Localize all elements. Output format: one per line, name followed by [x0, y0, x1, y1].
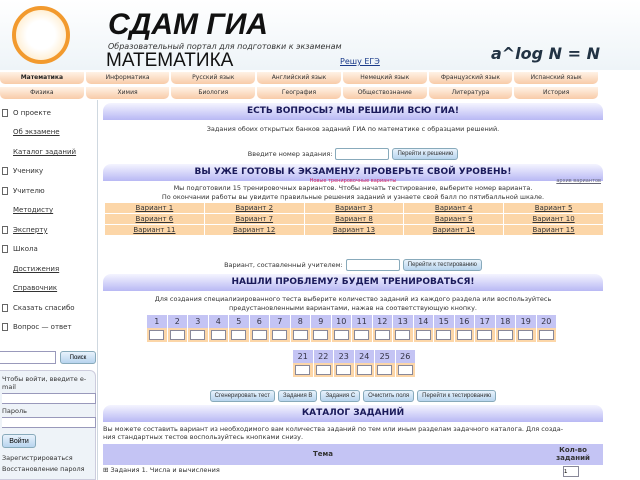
task-number: 7	[270, 315, 290, 328]
task-count-input[interactable]	[416, 330, 431, 340]
task-column	[291, 315, 311, 342]
count-box	[314, 363, 334, 377]
task-number: 23	[334, 350, 354, 363]
task-count-input[interactable]	[272, 330, 287, 340]
training-button[interactable]: Сгенерировать тест	[210, 390, 275, 402]
task-count-grid-1	[147, 315, 556, 342]
task-count-input[interactable]	[436, 330, 451, 340]
task-number: 22	[314, 350, 334, 363]
task-column	[396, 350, 416, 377]
sidebar-item-label[interactable]: Вопрос — ответ	[13, 323, 72, 332]
task-count-input[interactable]	[336, 365, 351, 375]
email-field[interactable]	[2, 393, 96, 404]
catalog-row[interactable]	[103, 466, 603, 478]
header-illustration: a^log N = N	[490, 44, 600, 63]
section-text: Задания обоих открытых банков заданий ГИА по математике с образцами решений.	[206, 125, 500, 133]
variants-text-1: Мы подготовили 15 тренировочных вариантов. Чтобы начать тестирование, выберите номер варианта.	[173, 184, 533, 192]
task-column	[168, 315, 188, 342]
task-number: 24	[355, 350, 375, 363]
task-column	[229, 315, 249, 342]
variant-link[interactable]: Вариант 10	[504, 214, 603, 224]
variant-link[interactable]: Вариант 4	[404, 203, 503, 213]
sidebar-item-label[interactable]: Каталог заданий	[13, 147, 77, 156]
count-box	[516, 328, 536, 342]
sidebar-item[interactable]	[0, 279, 97, 299]
count-box	[270, 328, 290, 342]
task-column	[293, 350, 313, 377]
nav-tab[interactable]: Обществознание	[343, 87, 427, 99]
task-count-input[interactable]	[190, 330, 205, 340]
count-box	[291, 328, 311, 342]
sidebar-item-label[interactable]: Учителю	[13, 186, 45, 195]
task-number: 10	[332, 315, 352, 328]
nav-tab[interactable]: Математика	[0, 72, 84, 84]
checkbox-icon	[2, 323, 8, 331]
training-text-2: предустановленными вариантами, нажав на соответствующую кнопку.	[229, 304, 477, 312]
subject-nav-row-1	[0, 72, 600, 84]
sidebar-item[interactable]	[0, 240, 97, 260]
catalog-text-2: ния стандартных тестов воспользуйтесь кнопками снизу.	[103, 433, 304, 441]
variant-link[interactable]: Вариант 8	[305, 214, 404, 224]
sidebar-item[interactable]	[0, 103, 97, 123]
login-button[interactable]: Войти	[2, 434, 36, 448]
variant-link[interactable]: Вариант 13	[305, 225, 404, 235]
task-count-input[interactable]	[354, 330, 369, 340]
task-number: 12	[373, 315, 393, 328]
sidebar-item[interactable]	[0, 201, 97, 221]
task-number: 21	[293, 350, 313, 363]
task-column	[188, 315, 208, 342]
section-header-questions: ЕСТЬ ВОПРОСЫ? МЫ РЕШИЛИ ВСЮ ГИА!	[103, 103, 603, 120]
sidebar-item[interactable]	[0, 142, 97, 162]
sidebar-item-label[interactable]: Достижения	[13, 264, 60, 273]
sidebar-item-label[interactable]: Методисту	[13, 206, 54, 215]
count-box	[334, 363, 354, 377]
task-count-input[interactable]	[539, 330, 554, 340]
task-column	[209, 315, 229, 342]
task-column	[375, 350, 395, 377]
nav-tab[interactable]: Испанский язык	[514, 72, 598, 84]
task-column	[393, 315, 413, 342]
sidebar-item-label[interactable]: Эксперту	[13, 225, 48, 234]
task-column	[311, 315, 331, 342]
task-number: 6	[250, 315, 270, 328]
task-count-input[interactable]	[295, 365, 310, 375]
task-number: 9	[311, 315, 331, 328]
training-button[interactable]: Задания B	[278, 390, 317, 402]
new-variants-note[interactable]: Новые тренировочные варианты	[309, 178, 397, 184]
task-number: 8	[291, 315, 311, 328]
task-number: 13	[393, 315, 413, 328]
task-number: 2	[168, 315, 188, 328]
catalog-topic[interactable]: ⊞ Задания 1. Числа и вычисления	[103, 466, 220, 474]
count-box	[293, 363, 313, 377]
task-number: 3	[188, 315, 208, 328]
sidebar-item-label[interactable]: Ученику	[13, 167, 44, 176]
task-number: 26	[396, 350, 416, 363]
variant-link[interactable]: Вариант 11	[105, 225, 204, 235]
login-form	[0, 370, 96, 480]
nav-tab[interactable]: География	[257, 87, 341, 99]
site-logo[interactable]	[12, 6, 70, 64]
task-number: 17	[475, 315, 495, 328]
training-button[interactable]: Задания C	[320, 390, 360, 402]
task-count-input[interactable]	[313, 330, 328, 340]
training-text-1: Для создания специализированного теста выберите количество заданий из каждого раздела или воспользуйтесь	[154, 295, 552, 303]
task-count-input[interactable]	[149, 330, 164, 340]
task-column	[455, 315, 475, 342]
task-number: 25	[375, 350, 395, 363]
variant-link[interactable]: Вариант 7	[205, 214, 304, 224]
count-box	[250, 328, 270, 342]
nav-tab[interactable]: Физика	[0, 87, 84, 99]
count-box	[168, 328, 188, 342]
ege-link[interactable]: Решу ЕГЭ	[340, 57, 380, 66]
variant-link[interactable]: Вариант 5	[504, 203, 603, 213]
count-box	[188, 328, 208, 342]
variant-link[interactable]: Вариант 14	[404, 225, 503, 235]
password-field[interactable]	[2, 417, 96, 428]
variant-link[interactable]: Вариант 1	[105, 203, 204, 213]
task-column	[334, 350, 354, 377]
count-box	[352, 328, 372, 342]
search-button[interactable]: Поиск	[60, 351, 96, 364]
site-title: СДАМ ГИА	[108, 8, 268, 41]
count-box	[396, 363, 416, 377]
task-number: 11	[352, 315, 372, 328]
sidebar-item-label[interactable]: Школа	[13, 245, 38, 254]
task-count-input[interactable]	[316, 365, 331, 375]
count-box	[311, 328, 331, 342]
task-column	[355, 350, 375, 377]
catalog-text	[103, 425, 603, 441]
sidebar-item[interactable]	[0, 181, 97, 201]
sidebar-item-label[interactable]: Справочник	[13, 284, 58, 293]
task-count-input[interactable]	[334, 330, 349, 340]
nav-tab[interactable]: Литература	[429, 87, 513, 99]
task-column	[516, 315, 536, 342]
task-number: 19	[516, 315, 536, 328]
catalog-table-header	[103, 444, 603, 465]
catalog-count-input[interactable]	[563, 466, 579, 477]
nav-tab[interactable]: Биология	[171, 87, 255, 99]
nav-tab[interactable]: Французский язык	[429, 72, 513, 84]
nav-tab[interactable]: Информатика	[86, 72, 170, 84]
task-column	[147, 315, 167, 342]
task-number: 14	[414, 315, 434, 328]
training-button[interactable]: Очистить поля	[363, 390, 414, 402]
variants-table	[105, 203, 603, 235]
task-count-grid-2	[293, 350, 415, 377]
task-count-input[interactable]	[252, 330, 267, 340]
count-box	[209, 328, 229, 342]
count-box	[229, 328, 249, 342]
count-box	[375, 363, 395, 377]
subject-title: МАТЕМАТИКА	[106, 50, 234, 71]
task-column	[314, 350, 334, 377]
sidebar-item-label[interactable]: Сказать спасибо	[13, 303, 75, 312]
nav-tab[interactable]: Химия	[86, 87, 170, 99]
sidebar-item[interactable]	[0, 123, 97, 143]
search-form	[0, 351, 97, 365]
task-count-input[interactable]	[357, 365, 372, 375]
task-column	[434, 315, 454, 342]
sidebar-item[interactable]	[0, 220, 97, 240]
task-count-input[interactable]	[211, 330, 226, 340]
count-box	[355, 363, 375, 377]
task-column	[414, 315, 434, 342]
task-column	[332, 315, 352, 342]
task-number-input[interactable]	[335, 148, 389, 160]
task-column	[496, 315, 516, 342]
count-box	[373, 328, 393, 342]
variant-link[interactable]: Вариант 3	[305, 203, 404, 213]
column-count: Кол-во заданий	[556, 446, 590, 462]
task-column	[373, 315, 393, 342]
task-number: 20	[537, 315, 557, 328]
sidebar-item[interactable]	[0, 259, 97, 279]
catalog-text-1: Вы можете составить вариант из необходимого вам количества заданий по тем или иным разделам задачного каталога. Для созда-	[103, 425, 564, 433]
nav-tab[interactable]: История	[514, 87, 598, 99]
task-count-input[interactable]	[377, 365, 392, 375]
checkbox-icon	[2, 109, 8, 117]
task-number: 4	[209, 315, 229, 328]
task-count-input[interactable]	[457, 330, 472, 340]
count-box	[496, 328, 516, 342]
count-box	[332, 328, 352, 342]
count-box	[393, 328, 413, 342]
task-column	[475, 315, 495, 342]
go-to-solution-button[interactable]: Перейти к решению	[392, 148, 458, 160]
teacher-variant-input[interactable]	[346, 259, 400, 271]
variant-link[interactable]: Вариант 12	[205, 225, 304, 235]
count-box	[475, 328, 495, 342]
archive-link[interactable]: архив вариантов	[556, 178, 601, 184]
variant-link[interactable]: Вариант 15	[504, 225, 603, 235]
count-box	[455, 328, 475, 342]
start-testing-button[interactable]: Перейти к тестированию	[403, 259, 482, 271]
task-number: 18	[496, 315, 516, 328]
task-count-input[interactable]	[518, 330, 533, 340]
nav-tab[interactable]: Русский язык	[171, 72, 255, 84]
task-count-input[interactable]	[170, 330, 185, 340]
checkbox-icon	[2, 226, 8, 234]
nav-tab[interactable]: Английский язык	[257, 72, 341, 84]
training-button[interactable]: Перейти к тестированию	[417, 390, 496, 402]
checkbox-icon	[2, 304, 8, 312]
section-header-catalog: КАТАЛОГ ЗАДАНИЙ	[103, 405, 603, 422]
task-count-input[interactable]	[477, 330, 492, 340]
task-column	[352, 315, 372, 342]
subject-nav-row-2	[0, 87, 600, 99]
count-box	[434, 328, 454, 342]
teacher-variant-row	[103, 259, 603, 271]
task-number: 1	[147, 315, 167, 328]
site-header	[0, 0, 640, 70]
task-count-input[interactable]	[498, 330, 513, 340]
task-column	[270, 315, 290, 342]
section-header-ready: ВЫ УЖЕ ГОТОВЫ К ЭКЗАМЕНУ? ПРОВЕРЬТЕ СВОЙ УРОВЕНЬ!	[103, 164, 603, 181]
task-number: 5	[229, 315, 249, 328]
task-count-input[interactable]	[293, 330, 308, 340]
task-column	[250, 315, 270, 342]
task-count-input[interactable]	[375, 330, 390, 340]
restore-password-link[interactable]: Восстановление пароля	[2, 465, 85, 473]
task-column	[537, 315, 557, 342]
site-subtitle: Образовательный портал для подготовки к экзаменам	[108, 42, 342, 51]
task-count-input[interactable]	[398, 365, 413, 375]
training-buttons	[103, 390, 603, 402]
variant-link[interactable]: Вариант 9	[404, 214, 503, 224]
task-number-label: Введите номер задания:	[247, 150, 333, 158]
sidebar-item[interactable]	[0, 162, 97, 182]
variant-link[interactable]: Вариант 6	[105, 214, 204, 224]
count-box	[414, 328, 434, 342]
search-input[interactable]	[0, 351, 56, 364]
checkbox-icon	[2, 187, 8, 195]
sidebar-item[interactable]	[0, 298, 97, 318]
password-label: Пароль	[2, 407, 27, 415]
task-count-input[interactable]	[231, 330, 246, 340]
count-box	[537, 328, 557, 342]
task-count-input[interactable]	[395, 330, 410, 340]
count-box	[147, 328, 167, 342]
sidebar-item-label[interactable]: Об экзамене	[13, 128, 60, 137]
sidebar-item-label[interactable]: О проекте	[13, 108, 51, 117]
sidebar-item[interactable]	[0, 318, 97, 338]
task-number-row	[103, 148, 603, 160]
register-link[interactable]: Зарегистрироваться	[2, 454, 73, 462]
login-prompt: Чтобы войти, введите e-mail	[2, 375, 87, 391]
task-number: 16	[455, 315, 475, 328]
teacher-variant-label: Вариант, составленный учителем:	[224, 261, 343, 269]
checkbox-icon	[2, 167, 8, 175]
nav-tab[interactable]: Немецкий язык	[343, 72, 427, 84]
checkbox-icon	[2, 245, 8, 253]
variant-link[interactable]: Вариант 2	[205, 203, 304, 213]
main-content	[103, 100, 603, 480]
variants-text-2: По окончании работы вы увидите правильные решения заданий и узнаете свой балл по пятибалльной шкале.	[161, 193, 545, 201]
section-header-training: НАШЛИ ПРОБЛЕМУ? БУДЕМ ТРЕНИРОВАТЬСЯ!	[103, 274, 603, 291]
column-topic: Тема	[313, 450, 333, 458]
task-number: 15	[434, 315, 454, 328]
